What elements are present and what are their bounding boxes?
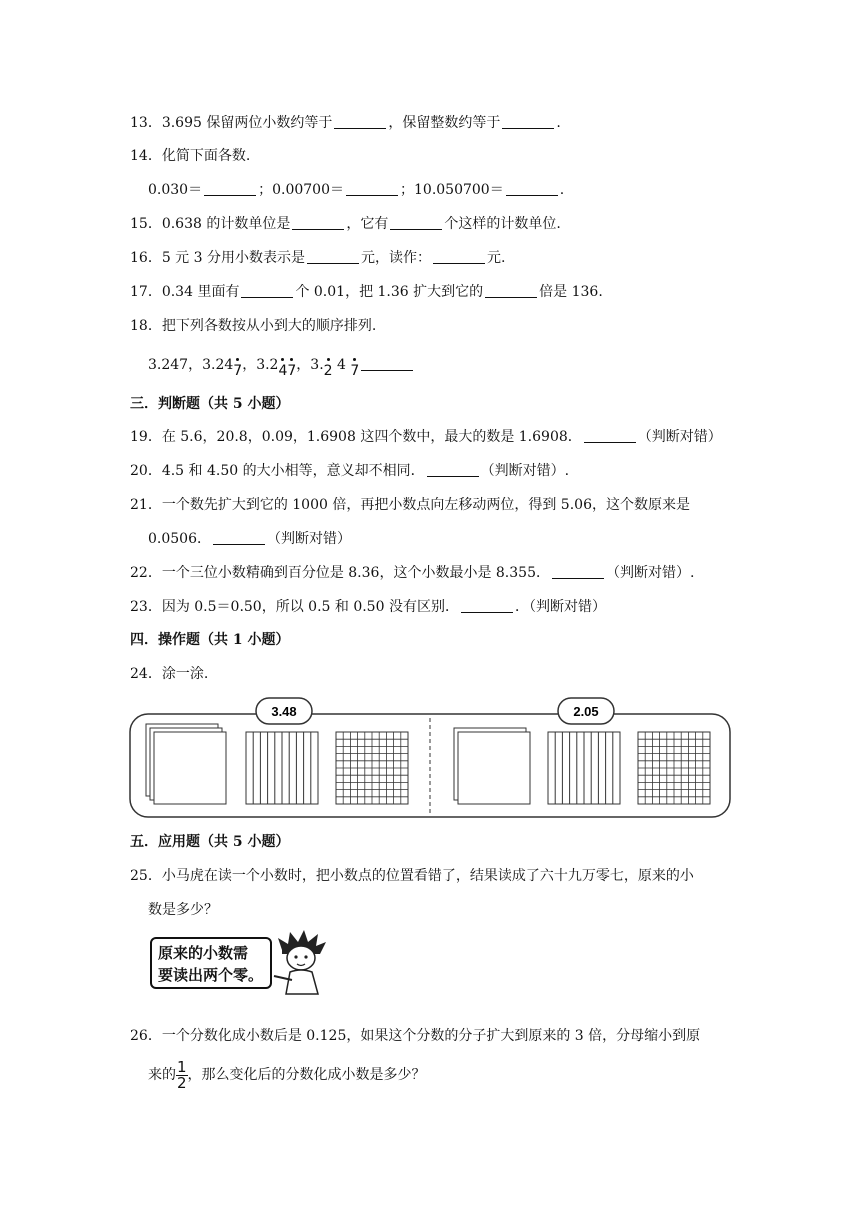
bubble-line-2: 要读出两个零。 [158, 966, 264, 984]
answer-blank[interactable] [204, 181, 256, 196]
answer-blank[interactable] [427, 462, 479, 477]
answer-blank[interactable] [346, 181, 398, 196]
question-16: 16．5 元 3 分用小数表示是 元，读作： 元. [130, 250, 506, 266]
bubble-line-1: 原来的小数需 [158, 944, 249, 962]
question-21-cont: 0.0506． （判断对错） [148, 531, 351, 547]
question-13: 13．3.695 保留两位小数约等于 ，保留整数约等于 . [130, 115, 561, 131]
unit-squares-right [454, 728, 530, 804]
answer-blank[interactable] [361, 356, 413, 371]
section-4-heading: 四．操作题（共 1 小题） [130, 632, 290, 648]
answer-blank[interactable] [433, 249, 485, 264]
tenth-strips-left [246, 732, 318, 804]
tenth-strips-right [548, 732, 620, 804]
label-left: 3.48 [271, 704, 297, 719]
question-25-cont: 数是多少？ [148, 902, 218, 918]
speech-bubble [150, 937, 272, 989]
decimal-grid-figure [128, 694, 734, 820]
answer-blank[interactable] [307, 249, 359, 264]
unit-squares-left [146, 724, 226, 804]
answer-blank[interactable] [506, 181, 558, 196]
question-14: 14．化简下面各数. [130, 148, 251, 164]
question-20: 20．4.5 和 4.50 的大小相等，意义却不相同． （判断对错）. [130, 463, 570, 479]
hundredth-grid-right [638, 732, 710, 804]
question-15: 15．0.638 的计数单位是 ，它有 个这样的计数单位. [130, 216, 561, 232]
question-22: 22．一个三位小数精确到百分位是 8.36，这个小数最小是 8.355． （判断对错）. [130, 565, 695, 581]
answer-blank[interactable] [390, 215, 442, 230]
answer-blank[interactable] [552, 564, 604, 579]
section-3-heading: 三．判断题（共 5 小题） [130, 396, 290, 412]
answer-blank[interactable] [485, 283, 537, 298]
answer-blank[interactable] [241, 283, 293, 298]
question-23: 23．因为 0.5＝0.50，所以 0.5 和 0.50 没有区别． ．（判断对错） [130, 599, 606, 615]
answer-blank[interactable] [502, 114, 554, 129]
label-right: 2.05 [573, 704, 599, 719]
question-18-numbers: 3.247，3.247，3.247，3.2 4 7 [148, 355, 415, 375]
question-21: 21．一个数先扩大到它的 1000 倍，再把小数点向左移动两位，得到 5.06，这个数原来是 [130, 497, 690, 513]
question-25: 25．小马虎在读一个小数时，把小数点的位置看错了，结果读成了六十九万零七，原来的小 [130, 868, 694, 884]
answer-blank[interactable] [213, 530, 265, 545]
question-24: 24．涂一涂. [130, 666, 209, 682]
section-5-heading: 五．应用题（共 5 小题） [130, 834, 290, 850]
question-26: 26．一个分数化成小数后是 0.125，如果这个分数的分子扩大到原来的 3 倍，分母缩小到原 [130, 1028, 701, 1044]
question-14-items: 0.030＝ ；0.00700＝ ；10.050700＝ . [148, 182, 565, 198]
answer-blank[interactable] [292, 215, 344, 230]
question-18: 18．把下列各数按从小到大的顺序排列. [130, 318, 377, 334]
question-19: 19．在 5.6，20.8，0.09，1.6908 这四个数中，最大的数是 1.6908． （判断对错） [130, 429, 722, 445]
fraction-one-half: $\frac{1}{2}$ [177, 1057, 187, 1092]
answer-blank[interactable] [584, 428, 636, 443]
question-26-cont: 来的 $\frac{1}{2}$ ，那么变化后的分数化成小数是多少？ [148, 1057, 426, 1092]
hundredth-grid-left [336, 732, 408, 804]
answer-blank[interactable] [334, 114, 386, 129]
answer-blank[interactable] [461, 598, 513, 613]
question-17: 17．0.34 里面有 个 0.01，把 1.36 扩大到它的 倍是 136. [130, 284, 603, 300]
cartoon-boy-icon [272, 930, 330, 996]
